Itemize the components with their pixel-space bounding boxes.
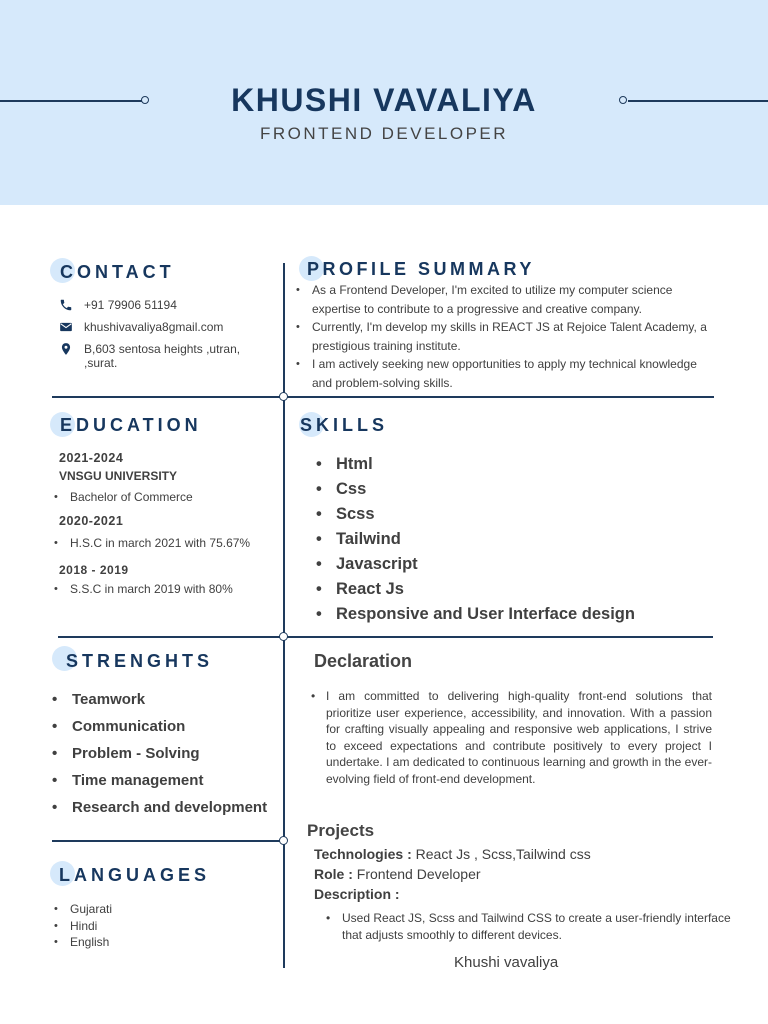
project-technologies-value: React Js , Scss,Tailwind css — [411, 846, 591, 862]
education-detail: • H.S.C in march 2021 with 75.67% — [54, 534, 279, 553]
project-technologies — [314, 846, 591, 862]
skill-item: • Javascript — [314, 552, 714, 577]
contact-phone: +91 79906 51194 — [84, 298, 177, 312]
projects-heading: Projects — [307, 821, 375, 840]
education-school: VNSGU UNIVERSITY — [59, 469, 178, 483]
row-divider-1-node — [279, 392, 288, 401]
language-item: • Gujarati — [54, 901, 254, 918]
strength-item: • Teamwork — [50, 686, 280, 713]
language-item: • English — [54, 934, 254, 951]
strength-item: • Problem - Solving — [50, 740, 280, 767]
strength-item: • Time management — [50, 767, 280, 794]
languages-heading: LANGUAGES — [59, 865, 211, 885]
profile-summary-item: • Currently, I'm develop my skills in REACT JS at Rejoice Talent Academy, a prestigious training institute. — [296, 318, 716, 355]
row-divider-1 — [52, 396, 714, 398]
skill-item: • Tailwind — [314, 527, 714, 552]
strength-item: • Research and development — [50, 794, 280, 821]
project-description-text: Used React JS, Scss and Tailwind CSS to create a user-friendly interface that adjusts smoothly to different devices. — [342, 911, 731, 942]
signature: Khushi vavaliya — [454, 954, 559, 971]
row-divider-2-node — [279, 632, 288, 641]
profile-summary-item: • I am actively seeking new opportunities to apply my technical knowledge and problem-solving skills. — [296, 355, 716, 392]
skill-item: • Responsive and User Interface design — [314, 602, 714, 627]
education-detail-list — [54, 534, 279, 553]
project-description — [314, 886, 400, 902]
skill-item: • Css — [314, 477, 714, 502]
skill-item: • Scss — [314, 502, 714, 527]
project-role-label: Role : — [314, 866, 353, 882]
project-role-value: Frontend Developer — [352, 866, 481, 882]
bullet-icon: • — [326, 911, 331, 925]
skill-item: • React Js — [314, 577, 714, 602]
project-description-item — [326, 910, 731, 944]
contact-address-line2: ,surat. — [84, 356, 118, 370]
row-divider-3 — [52, 840, 284, 842]
row-divider-3-node — [279, 836, 288, 845]
education-years: 2021-2024 — [59, 451, 124, 465]
project-description-label: Description : — [314, 886, 400, 902]
declaration-heading: Declaration — [314, 651, 413, 671]
skills-heading: SKILLS — [300, 415, 389, 435]
location-icon — [59, 342, 73, 356]
declaration-text: • I am committed to delivering high-quality front-end solutions that prioritize user experience, accessibility, and innovation. With a passion for crafting visually appealing and responsive web applications, I strive to exceed expectations and contribute positively to every project I undertake. I am dedicated to continuous learning and growth in the ever-evolving field of front-end development. — [306, 688, 712, 788]
language-item: • Hindi — [54, 918, 254, 935]
center-vertical-rule — [283, 263, 285, 968]
education-years: 2020-2021 — [59, 514, 124, 528]
project-role — [314, 866, 481, 882]
education-detail: • Bachelor of Commerce — [54, 488, 274, 507]
contact-address-line1: B,603 sentosa heights ,utran, — [84, 342, 241, 356]
profile-summary-list — [296, 281, 716, 392]
contact-email: khushivavaliya8gmail.com — [84, 320, 224, 334]
education-detail-list — [54, 488, 274, 507]
education-years: 2018 - 2019 — [59, 563, 129, 577]
languages-list — [54, 901, 254, 951]
strengths-heading: STRENGHTS — [66, 651, 214, 671]
row-divider-2 — [58, 636, 713, 638]
project-technologies-label: Technologies : — [314, 846, 412, 862]
candidate-name: KHUSHI VAVALIYA — [231, 82, 537, 118]
profile-heading: PROFILE SUMMARY — [307, 259, 535, 279]
declaration-list — [306, 688, 712, 788]
candidate-role: FRONTEND DEVELOPER — [259, 124, 509, 143]
project-description-list — [326, 910, 731, 944]
contact-heading: CONTACT — [60, 262, 175, 282]
skill-item: • Html — [314, 452, 714, 477]
education-detail-list — [54, 580, 279, 599]
education-detail: • S.S.C in march 2019 with 80% — [54, 580, 279, 599]
profile-summary-item: • As a Frontend Developer, I'm excited to utilize my computer science expertise to contribute to a progressive and creative company. — [296, 281, 716, 318]
skills-list — [314, 452, 714, 627]
phone-icon — [59, 298, 73, 312]
strengths-list — [50, 686, 280, 821]
email-icon — [59, 320, 73, 334]
strength-item: • Communication — [50, 713, 280, 740]
education-heading: EDUCATION — [60, 415, 202, 435]
